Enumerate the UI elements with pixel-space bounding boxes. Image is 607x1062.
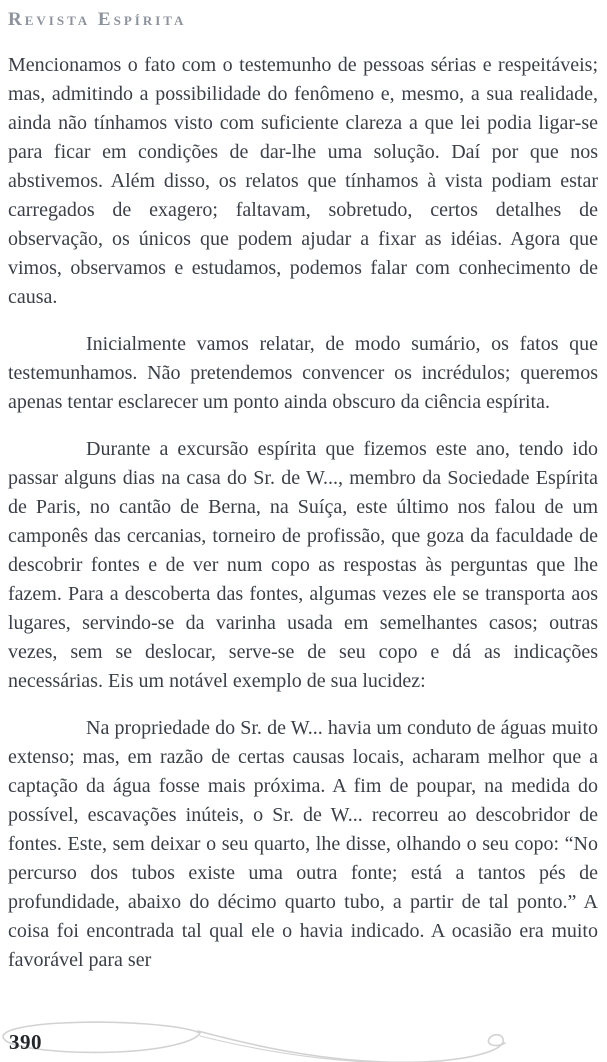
page-body: [8, 51, 598, 993]
paragraph-1: Mencionamos o fato com o testemunho de pessoas sérias e respeitáveis; mas, admitindo a possibilidade do fenômeno e, mesmo, a sua realidade, ainda não tínhamos visto com suficiente clareza a que lei podia ligar-se para ficar em condições de dar-lhe uma solução. Daí por que nos abstivemos. Além disso, os relatos que tínhamos à vista podiam estar carregados de exagero; faltavam, sobretudo, certos detalhes de observação, os únicos que podem ajudar a fixar as idéias. Agora que vimos, observamos e estudamos, podemos falar com conhecimento de causa.: [8, 54, 598, 308]
paragraph-4: Na propriedade do Sr. de W... havia um conduto de águas muito extenso; mas, em razão de certas causas locais, acharam melhor que a captação da água fosse mais próxima. A fim de poupar, na medida do possível, escavações inúteis, o Sr. de W... recorreu ao descobridor de fontes. Este, sem deixar o seu quarto, lhe disse, olhando o seu copo: “No percurso dos tubos existe uma outra fonte; está a tantos pés de profundidade, abaixo do décimo quarto tubo, a partir de tal ponto.” A coisa foi encontrada tal qual ele o havia indicado. A ocasião era muito favorável para ser: [8, 717, 598, 971]
running-title: Revista Espírita: [8, 9, 187, 30]
paragraph-2: Inicialmente vamos relatar, de modo sumário, os fatos que testemunhamos. Não pretendemos convencer os incrédulos; queremos apenas tentar esclarecer um ponto ainda obscuro da ciência espírita.: [8, 333, 598, 413]
page-footer: [0, 1020, 607, 1062]
page-number: 390: [9, 1030, 42, 1054]
flourish-ornament-icon: [0, 1020, 530, 1062]
paragraph-3: Durante a excursão espírita que fizemos este ano, tendo ido passar alguns dias na casa do Sr. de W..., membro da Sociedade Espírita de Paris, no cantão de Berna, na Suíça, este último nos falou de um camponês das cercanias, torneiro de profissão, que goza da faculdade de descobrir fontes e de ver num copo as respostas às perguntas que lhe fazem. Para a descoberta das fontes, algumas vezes ele se transporta aos lugares, servindo-se da varinha usada em semelhantes casos; outras vezes, sem se deslocar, serve-se de seu copo e dá as indicações necessárias. Eis um notável exemplo de sua lucidez:: [8, 438, 598, 692]
